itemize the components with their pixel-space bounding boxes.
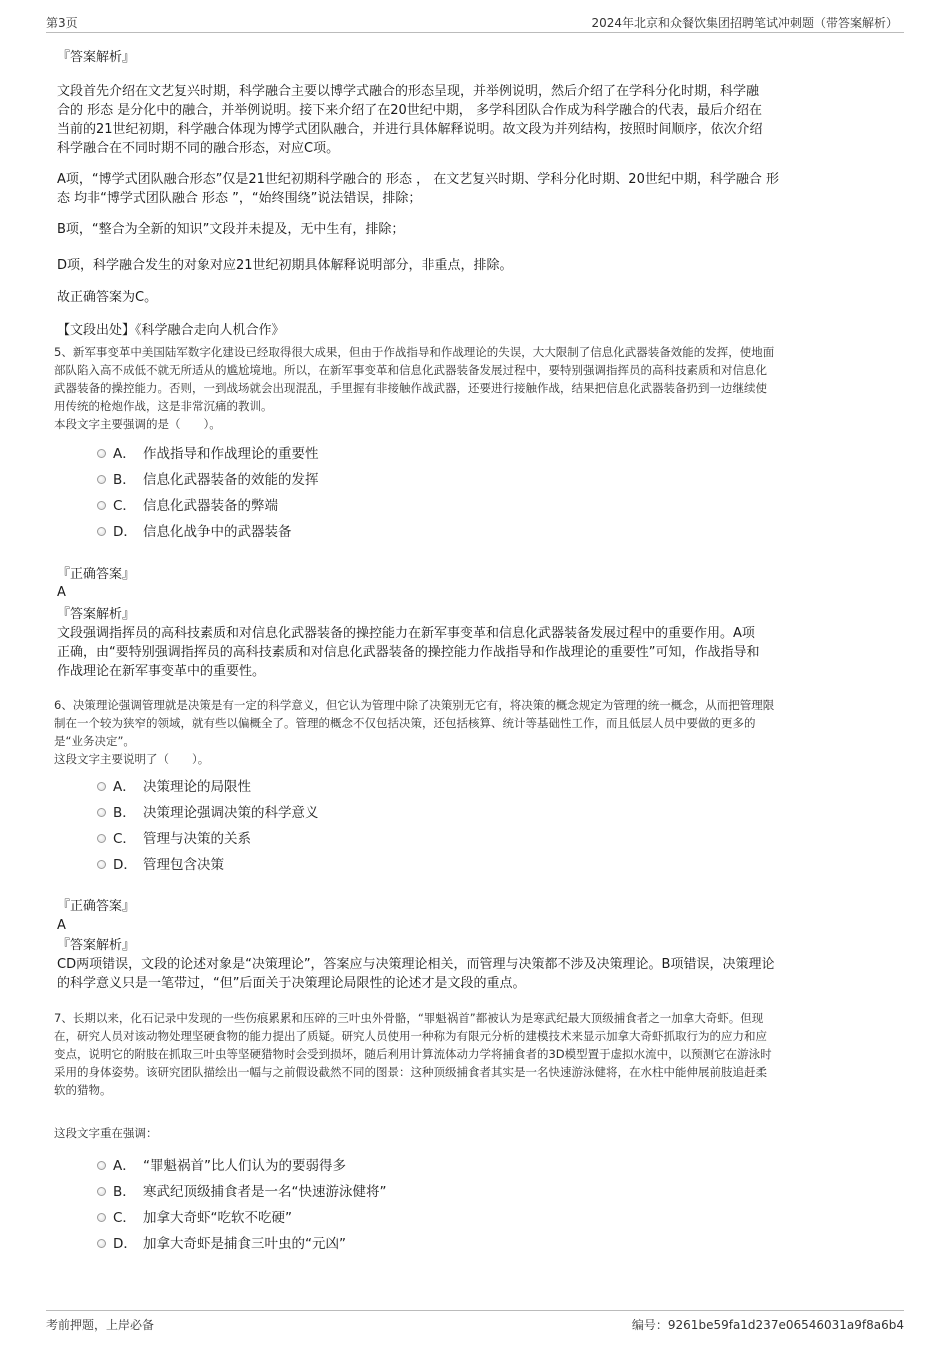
radio-icon[interactable] xyxy=(97,475,106,484)
q6-option-c[interactable]: C． 管理与决策的关系 xyxy=(97,829,251,849)
q4-analysis: 文段首先介绍在文艺复兴时期，科学融合主要以博学式融合的形态呈现，并举例说明，然后介绍了在学科分化时期，科学融 合的 形态 是分化中的融合，并举例说明。接下来介绍了在20世纪中期， 多学科团队合作成为科学融合的代表，最后介绍在 当前的21世纪初期，科学融合体现为博学式团队融合，并进行具体解释说明。故文段为并列结构，按照时间顺序，依次介绍 科学融合在不同时期不同的融合形态，对应C项。 xyxy=(57,84,763,156)
page-number: 第3页 xyxy=(46,16,78,30)
radio-icon[interactable] xyxy=(97,834,106,843)
document-code: 编号：9261be59fa1d237e06546031a9f8a6b4 xyxy=(631,1318,904,1332)
q5-answer-label: 『正确答案』 xyxy=(57,567,136,582)
radio-icon[interactable] xyxy=(97,1187,106,1196)
q7-option-b[interactable]: B． 寒武纪顶级捕食者是一名“快速游泳健将” xyxy=(97,1182,387,1202)
q4-analysis-a: A项，“博学式团队融合形态”仅是21世纪初期科学融合的 形态 ， 在文艺复兴时期、学科分化时期、20世纪中期，科学融合 形 态 均非“博学式团队融合 形态 ”，“始终围绕”说法错误，排除； xyxy=(57,172,779,206)
q6-answer: A xyxy=(57,918,66,933)
q7-prompt: 这段文字重在强调： xyxy=(54,1126,158,1140)
radio-icon[interactable] xyxy=(97,1213,106,1222)
page-header xyxy=(46,14,904,33)
q6-option-d[interactable]: D． 管理包含决策 xyxy=(97,855,224,875)
q7-option-c[interactable]: C． 加拿大奇虾“吃软不吃硬” xyxy=(97,1208,292,1228)
q5-option-a[interactable]: A． 作战指导和作战理论的重要性 xyxy=(97,444,319,464)
q7-option-a[interactable]: A． “罪魁祸首”比人们认为的要弱得多 xyxy=(97,1156,346,1176)
q5-option-c[interactable]: C． 信息化武器装备的弊端 xyxy=(97,496,278,516)
footer-slogan: 考前押题，上岸必备 xyxy=(46,1318,155,1332)
q4-analysis-d: D项，科学融合发生的对象对应21世纪初期具体解释说明部分，非重点，排除。 xyxy=(57,258,513,273)
radio-icon[interactable] xyxy=(97,808,106,817)
q7-stem: 7、长期以来，化石记录中发现的一些伤痕累累和压碎的三叶虫外骨骼，“罪魁祸首”都被认为是寒武纪最大顶级捕食者之一加拿大奇虾。但现 在，研究人员对该动物处理坚硬食物的能力提出了质疑。研究人员使用一种称为有限元分析的建模技术来显示加拿大奇虾抓取行为的应力和应 变点，说明它的附肢在抓取三叶虫等坚硬猎物时会受到损坏，随后利用计算流体动力学将捕食者的3D模型置于虚拟水流中，以预测它在游泳时 采用的身体姿势。该研究团队描绘出一幅与之前假设截然不同的图景：这种顶级捕食者其实是一名快速游泳健将，在水柱中能伸展前肢追赶柔 软的猎物。 xyxy=(54,1011,772,1097)
q5-answer: A xyxy=(57,585,66,600)
radio-icon[interactable] xyxy=(97,782,106,791)
q6-option-a[interactable]: A． 决策理论的局限性 xyxy=(97,777,251,797)
radio-icon[interactable] xyxy=(97,860,106,869)
radio-icon[interactable] xyxy=(97,1161,106,1170)
q5-analysis: 文段强调指挥员的高科技素质和对信息化武器装备的操控能力在新军事变革和信息化武器装备发展过程中的重要作用。A项 正确，由“要特别强调指挥员的高科技素质和对信息化武器装备的操控能力作战指导和作战理论的重要性”可知，作战指导和 作战理论在新军事变革中的重要性。 xyxy=(57,626,760,679)
radio-icon[interactable] xyxy=(97,449,106,458)
document-title: 2024年北京和众餐饮集团招聘笔试冲刺题（带答案解析） xyxy=(591,16,898,30)
q6-answer-label: 『正确答案』 xyxy=(57,899,136,914)
q4-source: 【文段出处】《科学融合走向人机合作》 xyxy=(57,323,285,338)
radio-icon[interactable] xyxy=(97,501,106,510)
q6-analysis-label: 『答案解析』 xyxy=(57,938,136,953)
q4-analysis-b: B项，“整合为全新的知识”文段并未提及，无中生有，排除； xyxy=(57,222,405,237)
radio-icon[interactable] xyxy=(97,527,106,536)
radio-icon[interactable] xyxy=(97,1239,106,1248)
q7-option-d[interactable]: D． 加拿大奇虾是捕食三叶虫的“元凶” xyxy=(97,1234,346,1254)
q4-conclusion: 故正确答案为C。 xyxy=(57,290,158,305)
q5-option-d[interactable]: D． 信息化战争中的武器装备 xyxy=(97,522,292,542)
q6-option-b[interactable]: B． 决策理论强调决策的科学意义 xyxy=(97,803,319,823)
page-footer xyxy=(46,1310,904,1333)
q5-option-b[interactable]: B． 信息化武器装备的效能的发挥 xyxy=(97,470,319,490)
q4-analysis-label: 『答案解析』 xyxy=(57,50,136,65)
q5-stem: 5、新军事变革中美国陆军数字化建设已经取得很大成果，但由于作战指导和作战理论的失误，大大限制了信息化武器装备效能的发挥，使地面 部队陷入高不成低不就无所适从的尴尬境地。所以，在新军事变革和信息化武器装备发展过程中，要特别强调指挥员的高科技素质和对信息化 武器装备的操控能力。否则，一到战场就会出现混乱，手里握有非接触作战武器，还要进行接触作战，结果把信息化武器装备扔到一边继续使 用传统的枪炮作战，这是非常沉痛的教训。 本段文字主要强调的是（ ）。 xyxy=(54,345,775,431)
q6-stem: 6、决策理论强调管理就是决策是有一定的科学意义，但它认为管理中除了决策别无它有，将决策的概念规定为管理的统一概念，从而把管理限 制在一个较为狭窄的领域，就有些以偏概全了。管理的概念不仅包括决策，还包括核算、统计等基础性工作，而且低层人员中要做的更多的 是“业务决定”。 这段文字主要说明了（ ）。 xyxy=(54,698,775,766)
q6-analysis: CD两项错误，文段的论述对象是“决策理论”，答案应与决策理论相关，而管理与决策都不涉及决策理论。B项错误，决策理论 的科学意义只是一笔带过，“但”后面关于决策理论局限性的论述才是文段的重点。 xyxy=(57,957,775,991)
q5-analysis-label: 『答案解析』 xyxy=(57,607,136,622)
